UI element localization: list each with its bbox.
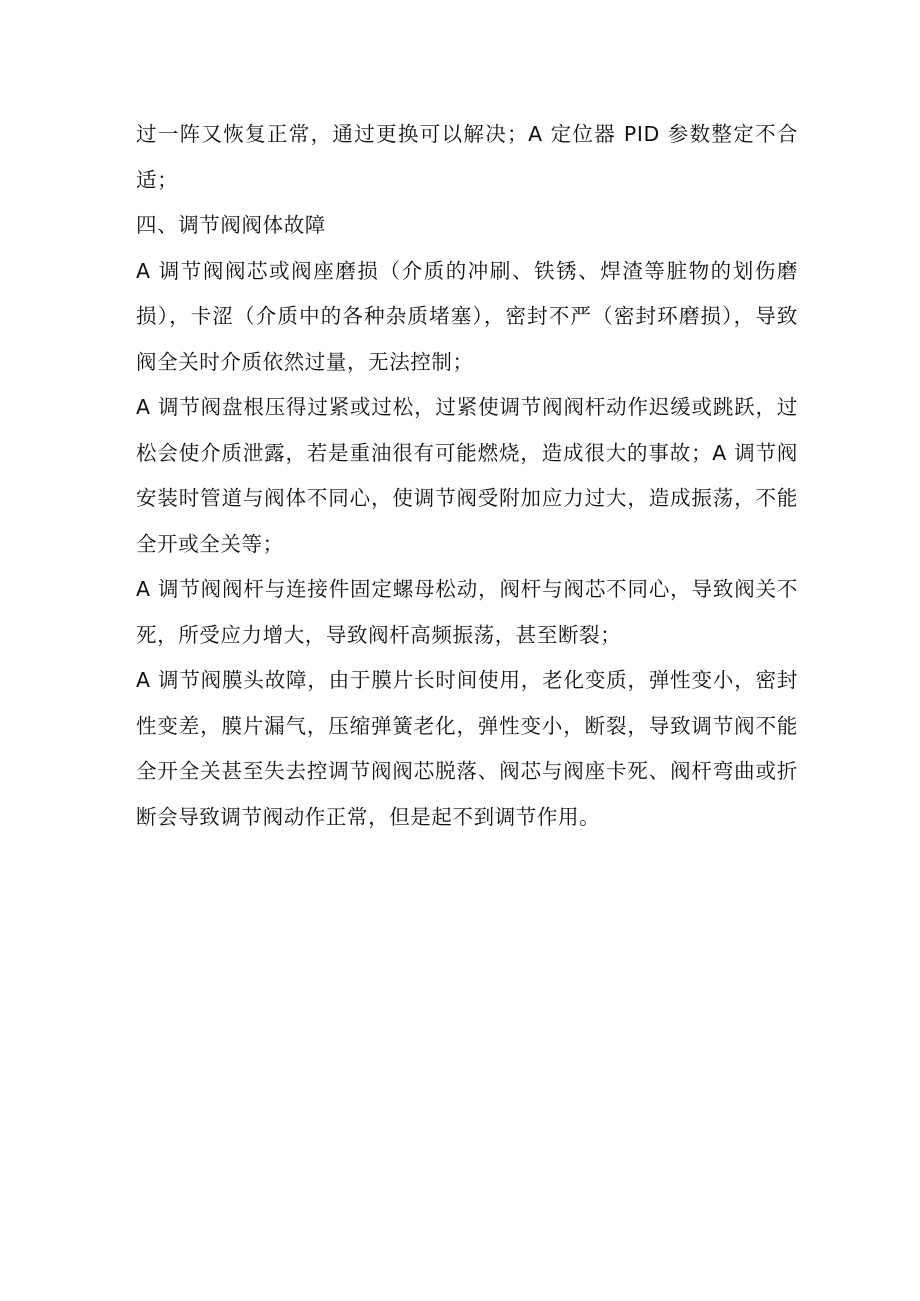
- paragraph-valve-core-wear: A 调节阀阀芯或阀座磨损（介质的冲刷、铁锈、焊渣等脏物的划伤磨损），卡涩（介质中的各种杂质堵塞），密封不严（密封环磨损），导致阀全关时介质依然过量，无法控制；: [136, 258, 798, 374]
- paragraph-packing: A 调节阀盘根压得过紧或过松，过紧使调节阀阀杆动作迟缓或跳跃，过松会使介质泄露，若是重油很有可能燃烧，造成很大的事故；A 调节阀安装时管道与阀体不同心，使调节阀受附加应力过大，造成振荡，不能全开或全关等；: [136, 395, 798, 556]
- paragraph-continuation: 过一阵又恢复正常，通过更换可以解决；A 定位器 PID 参数整定不合适；: [136, 122, 798, 192]
- paragraph-diaphragm: A 调节阀膜头故障，由于膜片长时间使用，老化变质，弹性变小，密封性变差，膜片漏气，压缩弹簧老化，弹性变小，断裂，导致调节阀不能全开全关甚至失去控调节阀阀芯脱落、阀芯与阀座卡死、阀杆弯曲或折断会导致调节阀动作正常，但是起不到调节作用。: [136, 668, 798, 829]
- paragraph-stem-nut: A 调节阀阀杆与连接件固定螺母松动，阀杆与阀芯不同心，导致阀关不死，所受应力增大，导致阀杆高频振荡，甚至断裂；: [136, 577, 798, 647]
- document-page: [136, 112, 798, 840]
- section-heading: 四、调节阀阀体故障: [136, 213, 326, 237]
